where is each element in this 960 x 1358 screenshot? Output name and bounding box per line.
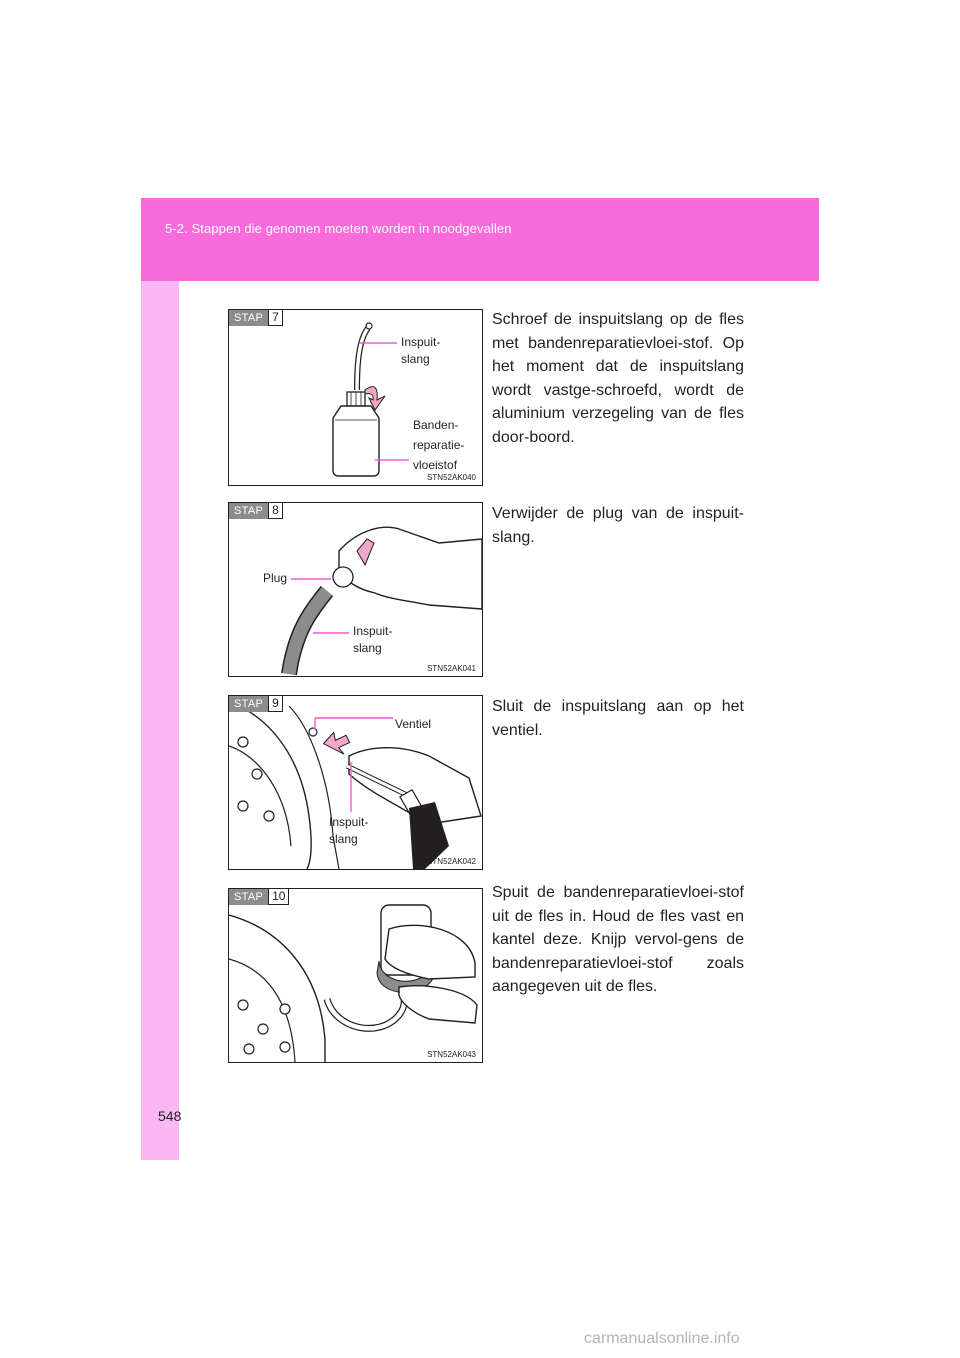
step-badge	[229, 310, 283, 326]
step-badge-number: 9	[268, 696, 283, 712]
callout-fluid: Banden- reparatie- vloeistof	[413, 418, 465, 472]
section-header	[141, 198, 819, 281]
page-number: 548	[158, 1108, 182, 1124]
step-badge-label: STAP	[229, 503, 268, 519]
step-badge-label: STAP	[229, 310, 268, 326]
callout-hose: Inspuit- slang	[329, 815, 369, 846]
figure-code: STN52AK040	[427, 473, 476, 482]
figure-step-9	[228, 695, 483, 870]
callout-hose: Inspuit- slang	[353, 624, 393, 655]
step-badge-number: 10	[268, 889, 289, 905]
callout-valve: Ventiel	[395, 717, 432, 731]
step-badge	[229, 696, 283, 712]
step-10-text: Spuit de bandenreparatievloei-stof uit de fles in. Houd de fles vast en kantel deze. Knijp vervol-gens de bandenreparatievloei-stof zoals aangegeven uit de fles.	[492, 884, 744, 996]
step-badge	[229, 889, 289, 905]
step-badge-label: STAP	[229, 696, 268, 712]
step-badge-number: 7	[268, 310, 283, 326]
callout-plug: Plug	[263, 571, 288, 585]
figure-step-8	[228, 502, 483, 677]
step-badge-number: 8	[268, 503, 283, 519]
callout-hose: Inspuit- slang	[401, 335, 441, 366]
step-8-text: Verwijder de plug van de inspuit-slang.	[492, 505, 744, 546]
step-badge	[229, 503, 283, 519]
figure-code: STN52AK042	[427, 857, 476, 866]
side-tab-bar	[141, 198, 182, 1160]
inject-fluid-illustration	[229, 889, 482, 1062]
step-9-text: Sluit de inspuitslang aan op het ventiel.	[492, 698, 744, 739]
figure-code: STN52AK041	[427, 664, 476, 673]
section-title: 5-2. Stappen die genomen moeten worden in noodgevallen	[165, 221, 512, 236]
figure-step-7	[228, 309, 483, 486]
figure-code: STN52AK043	[427, 1050, 476, 1059]
figure-step-10	[228, 888, 483, 1063]
watermark: carmanualsonline.info	[584, 1330, 740, 1347]
step-7-text: Schroef de inspuitslang op de fles met bandenreparatievloei-stof. Op het moment dat de inspuitslang wordt vastge-schroefd, wordt de aluminium verzegeling van de fles door-boord.	[492, 311, 744, 446]
step-badge-label: STAP	[229, 889, 268, 905]
